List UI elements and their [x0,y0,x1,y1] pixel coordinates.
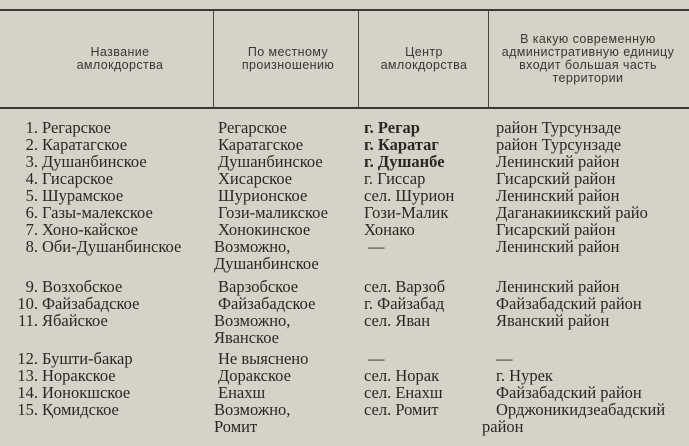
row-name: Қомидское [42,400,119,419]
row-center: г. Каратаг [364,135,439,154]
row-center: сел. Ромит [364,400,439,419]
row-admin-unit: Файзабадский район [496,383,642,402]
header-name: Название амлокдорства [76,45,164,72]
column-divider [358,10,359,108]
row-center: Гози-Малик [364,203,449,222]
row-name: Каратагское [42,135,128,154]
row-name: Шурамское [42,186,124,205]
row-local-name: Доракское [218,366,291,385]
row-local-name: Хисарское [218,169,293,188]
row-admin-unit: Ленинский район [496,152,620,171]
row-admin-unit: район Турсунзаде [496,135,622,154]
row-center: г. Файзабад [364,294,445,313]
row-name: Файзабадское [42,294,140,313]
row-local-name-cont: Яванское [214,328,280,347]
row-local-name: Варзобское [218,277,299,296]
row-name: Оби-Душанбинское [42,237,182,256]
row-center: сел. Норак [364,366,440,385]
row-admin-unit: Даганакиикский райо [496,203,648,222]
table-top-rule [0,9,689,11]
row-number: 4. [25,169,38,188]
row-number: 8. [25,237,38,256]
row-local-name-cont: Душанбинское [214,254,319,273]
row-admin-unit: Файзабадский район [496,294,642,313]
row-name: Хоно-кайское [42,220,138,239]
row-name: Возхобское [42,277,123,296]
header-bottom-rule [0,107,689,109]
row-local-name: Душанбинское [218,152,323,171]
row-name: Газы-малекское [42,203,153,222]
row-local-name: Каратагское [218,135,304,154]
row-name: Бушти-бакар [42,349,133,368]
row-local-name: Енахш [218,383,266,402]
row-center: Хонако [364,220,415,239]
row-admin-unit: Ленинский район [496,237,620,256]
row-local-name: Шурионское [218,186,308,205]
row-number: 7. [25,220,38,239]
row-local-name: Гози-маликское [218,203,328,222]
row-local-name: Возможно, [214,400,291,419]
row-admin-unit: г. Нурек [496,366,553,385]
row-name: Гисарское [42,169,114,188]
header-center: Центр амлокдорства [380,45,468,72]
row-name: Норакское [42,366,116,385]
row-center: г. Душанбе [364,152,445,171]
row-number: 2. [25,135,38,154]
row-admin-unit: Ленинский район [496,277,620,296]
row-local-name: Регарское [218,118,287,137]
row-center: — [368,237,385,256]
row-number: 14. [17,383,38,402]
row-local-name: Файзабадское [218,294,316,313]
row-local-name: Не выяснено [218,349,309,368]
row-name: Душанбинское [42,152,147,171]
row-center: г. Регар [364,118,420,137]
row-center: г. Гиссар [364,169,426,188]
row-center: сел. Варзоб [364,277,446,296]
row-admin-unit-cont: район [482,417,524,436]
row-number: 1. [25,118,38,137]
row-admin-unit: Гисарский район [496,220,616,239]
row-center: сел. Енахш [364,383,443,402]
row-admin-unit: Гисарский район [496,169,616,188]
row-number: 10. [17,294,38,313]
row-admin-unit: Ленинский район [496,186,620,205]
row-local-name: Хонокинское [218,220,311,239]
row-admin-unit: — [496,349,513,368]
header-local-pronunciation: По местному произношению [241,45,335,72]
row-number: 12. [17,349,38,368]
row-number: 15. [17,400,38,419]
column-divider [213,10,214,108]
row-center: сел. Шурион [364,186,455,205]
row-local-name: Возможно, [214,237,291,256]
row-number: 13. [17,366,38,385]
row-local-name: Возможно, [214,311,291,330]
row-admin-unit: Яванский район [496,311,610,330]
row-center: сел. Яван [364,311,431,330]
row-number: 3. [25,152,38,171]
row-name: Ионокшское [42,383,131,402]
row-admin-unit: Орджоникидзеабадский [496,400,666,419]
column-divider [488,10,489,108]
header-admin-unit: В какую современную административную единицу входит большая часть территории [501,32,675,85]
row-center: — [368,349,385,368]
row-name: Регарское [42,118,111,137]
row-number: 5. [25,186,38,205]
row-number: 9. [25,277,38,296]
row-number: 6. [25,203,38,222]
row-number: 11. [17,311,38,330]
row-name: Ябайское [42,311,108,330]
row-local-name-cont: Ромит [214,417,258,436]
row-admin-unit: район Турсунзаде [496,118,622,137]
